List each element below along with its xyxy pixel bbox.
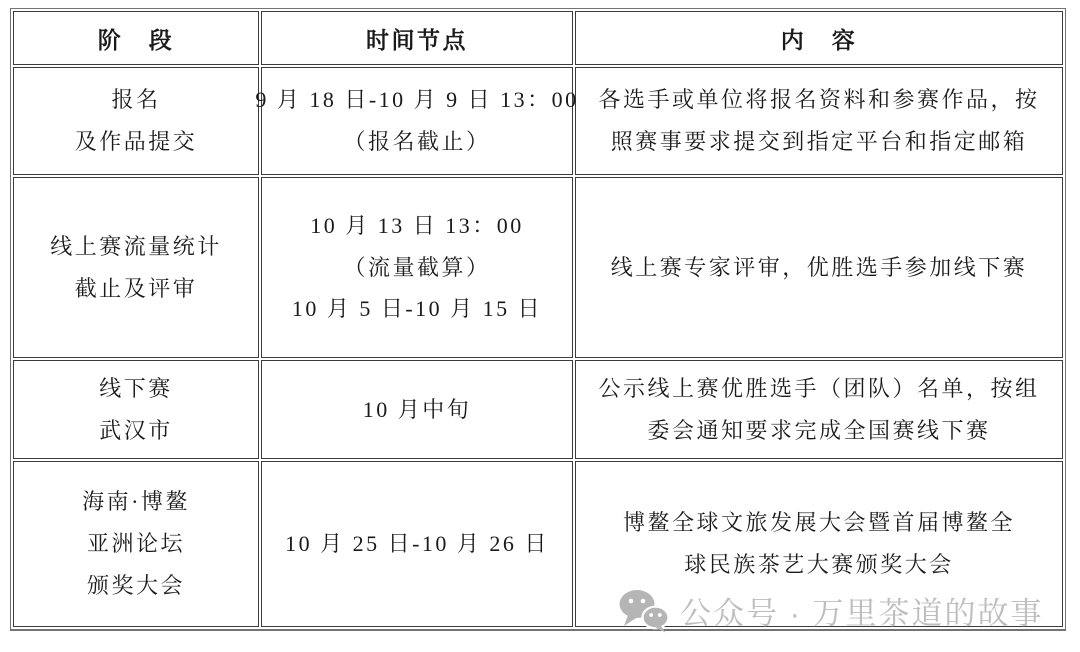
content-line: 公示线上赛优胜选手（团队）名单，按组 [598, 375, 1040, 401]
content-line: 照赛事要求提交到指定平台和指定邮箱 [610, 129, 1028, 154]
table-row [13, 67, 1063, 175]
stage-line: 线下赛 [99, 375, 173, 401]
stage-cell [13, 461, 259, 627]
table-row [13, 360, 1063, 459]
header-row [13, 11, 1063, 65]
content-line: 各选手或单位将报名资料和参赛作品，按 [598, 87, 1040, 113]
schedule-table [10, 8, 1066, 631]
time-cell [261, 461, 573, 627]
time-line: （流量截算） [343, 254, 491, 280]
stage-line: 及作品提交 [74, 129, 198, 154]
content-line: 线上赛专家评审，优胜选手参加线下赛 [610, 254, 1028, 280]
header-stage: 阶 段 [13, 11, 259, 65]
time-line: 9 月 18 日-10 月 9 日 13：00 [255, 87, 579, 113]
table-row [13, 461, 1063, 627]
content-cell [575, 177, 1063, 358]
stage-line: 颁奖大会 [86, 572, 185, 598]
time-cell [261, 360, 573, 459]
content-line: 委会通知要求完成全国赛线下赛 [647, 417, 991, 443]
stage-cell [13, 360, 259, 459]
time-line: （报名截止） [343, 129, 491, 154]
content-cell [575, 67, 1063, 175]
stage-line: 武汉市 [99, 417, 173, 443]
content-line: 博鳌全球文旅发展大会暨首届博鳌全 [622, 510, 1015, 536]
content-cell [575, 461, 1063, 627]
stage-line: 亚洲论坛 [86, 531, 185, 557]
content-line: 球民族茶艺大赛颁奖大会 [684, 552, 954, 577]
time-cell [255, 67, 579, 175]
time-cell [261, 177, 573, 358]
header-content: 内 容 [575, 11, 1063, 65]
table-row [13, 177, 1063, 358]
stage-line: 海南·博鳌 [82, 489, 190, 515]
stage-line: 截止及评审 [74, 275, 198, 301]
stage-cell [13, 67, 259, 175]
time-line: 10 月 25 日-10 月 26 日 [285, 531, 549, 557]
time-line: 10 月 13 日 13：00 [310, 212, 524, 238]
content-cell [575, 360, 1063, 459]
time-line: 10 月 5 日-10 月 15 日 [291, 296, 543, 322]
time-line: 10 月中旬 [362, 396, 472, 422]
stage-line: 线上赛流量统计 [50, 233, 222, 259]
watermark-text: 公众号 · 万里茶道的故事 [680, 596, 1044, 631]
stage-line: 报名 [111, 87, 161, 113]
stage-cell [13, 177, 259, 358]
header-time: 时间节点 [261, 11, 573, 65]
